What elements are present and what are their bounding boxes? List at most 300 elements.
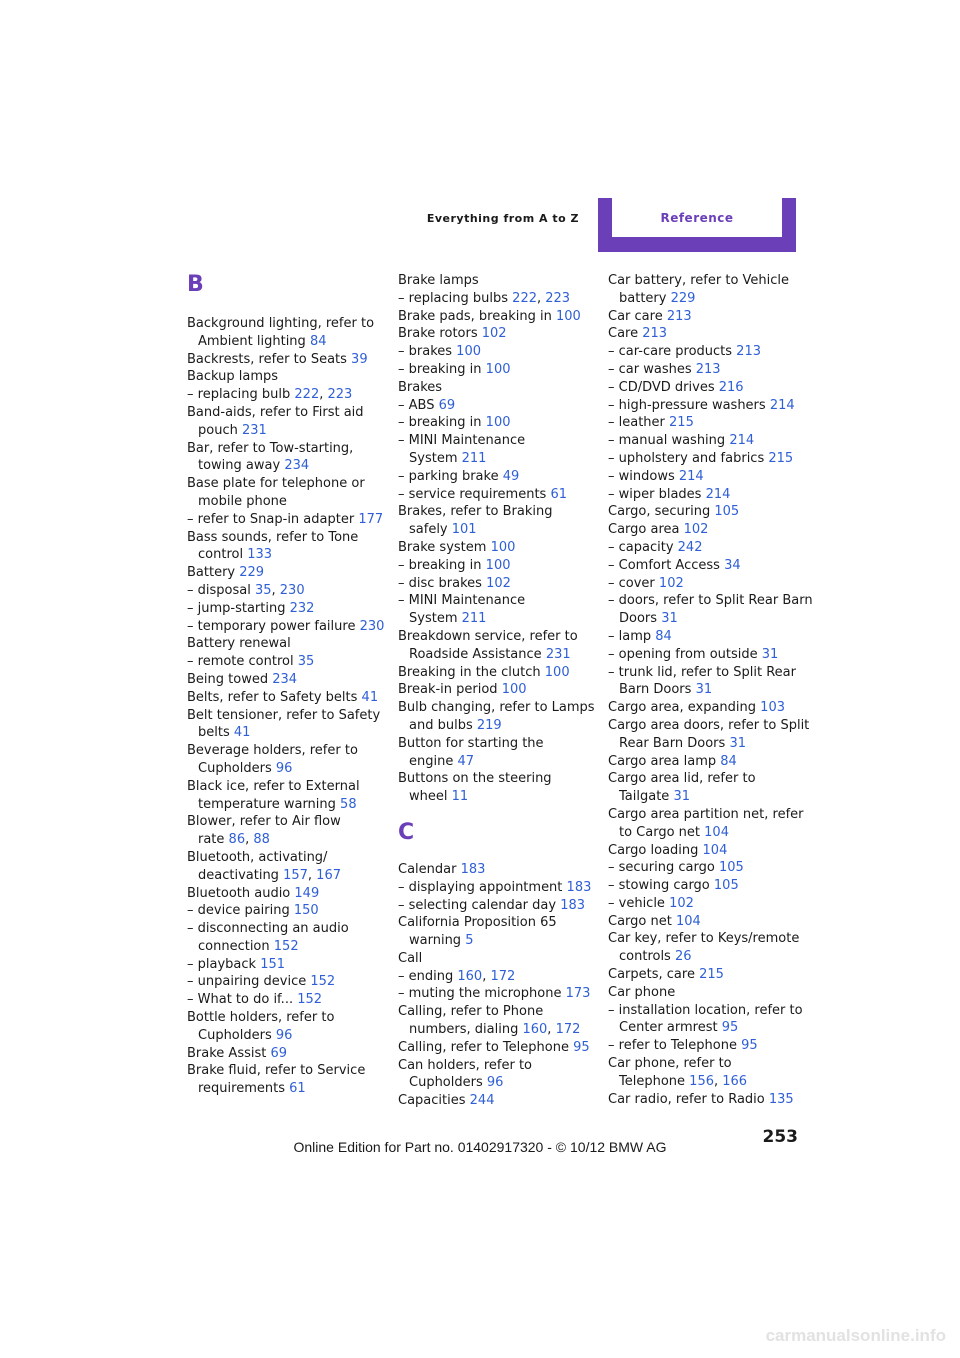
index-entry bbox=[608, 753, 804, 771]
index-entry-text: – refer to Telephone bbox=[608, 1038, 737, 1054]
index-entry-text: Car battery, refer to Vehicle bbox=[608, 273, 790, 288]
page-link[interactable]: 34 bbox=[724, 557, 741, 573]
index-entry-text: – capacity bbox=[608, 539, 674, 555]
page-link[interactable]: 216 bbox=[718, 379, 744, 395]
index-entry-text: Care bbox=[608, 326, 639, 342]
page-link[interactable]: 230 bbox=[359, 618, 385, 634]
page-link[interactable]: 96 bbox=[275, 1027, 293, 1043]
index-entry bbox=[398, 681, 594, 699]
index-entry bbox=[608, 325, 804, 343]
index-entry bbox=[187, 457, 383, 475]
index-entry bbox=[608, 859, 804, 877]
index-entry bbox=[608, 930, 804, 948]
index-entry-text: Brake system bbox=[398, 539, 487, 555]
index-entry-text: Car phone, refer to bbox=[608, 1056, 732, 1072]
index-entry bbox=[608, 788, 804, 806]
page-link[interactable]: 49 bbox=[502, 468, 520, 484]
page-link[interactable]: 100 bbox=[555, 308, 581, 324]
index-entry-text: – temporary power failure bbox=[187, 618, 356, 634]
index-entry-text: Black ice, refer to External bbox=[187, 778, 360, 794]
index-entry-text: – leather bbox=[608, 415, 665, 431]
index-entry-text: – selecting calendar day bbox=[398, 897, 557, 913]
index-entry-text: Cargo loading bbox=[608, 842, 699, 858]
index-entry-text: Break-in period bbox=[398, 682, 498, 698]
index-entry: – ending 160, 172 bbox=[398, 968, 516, 984]
index-entry-text: mobile phone bbox=[198, 493, 287, 509]
index-entry bbox=[398, 521, 594, 539]
index-entry-text: temperature warning bbox=[198, 796, 336, 812]
index-entry bbox=[608, 717, 810, 735]
index-entry bbox=[608, 664, 804, 682]
index-entry-text: Cargo area doors, refer to Split bbox=[608, 717, 810, 733]
index-entry-text: Brake rotors bbox=[398, 326, 478, 342]
page-link[interactable]: 234 bbox=[272, 671, 298, 687]
page-link[interactable]: 231 bbox=[241, 422, 267, 438]
index-entry bbox=[187, 956, 383, 974]
index-entry bbox=[608, 877, 804, 895]
page-link[interactable]: 100 bbox=[544, 664, 570, 680]
page-link[interactable]: 104 bbox=[702, 842, 728, 858]
index-entry bbox=[608, 557, 804, 575]
index-entry bbox=[608, 681, 804, 699]
index-entry-text: – CD/DVD drives bbox=[608, 379, 715, 395]
index-entry-text: – wiper blades bbox=[608, 486, 702, 502]
index-entry bbox=[187, 635, 383, 653]
index-entry-text: Cargo area partition net, refer bbox=[608, 806, 804, 822]
index-entry bbox=[608, 503, 804, 521]
index-entry bbox=[187, 600, 383, 618]
index-entry bbox=[187, 813, 383, 831]
page-link[interactable]: 105 bbox=[714, 504, 740, 520]
index-entry bbox=[398, 753, 594, 771]
page-link[interactable]: 100 bbox=[456, 344, 481, 360]
page-link[interactable]: 84 bbox=[309, 333, 327, 349]
index-entry-text: and bulbs bbox=[409, 717, 473, 733]
index-entry-text: – playback bbox=[187, 956, 257, 972]
page-link[interactable]: 86 bbox=[228, 832, 246, 848]
index-entry-text: – windows bbox=[608, 468, 675, 484]
index-entry-text: – manual washing bbox=[608, 433, 726, 449]
index-entry-text: Barn Doors bbox=[619, 682, 692, 698]
page-link[interactable]: 35 bbox=[254, 582, 272, 598]
index-entry-text: – parking brake bbox=[398, 468, 499, 484]
index-entry: – replacing bulbs 222, 223 bbox=[398, 290, 571, 306]
page-link[interactable]: 105 bbox=[713, 878, 739, 894]
index-entry bbox=[187, 529, 383, 547]
page-link[interactable]: 95 bbox=[741, 1038, 758, 1054]
page-link[interactable]: 47 bbox=[457, 753, 475, 769]
page-link[interactable]: 39 bbox=[351, 351, 368, 367]
page-link[interactable]: 31 bbox=[761, 646, 779, 662]
index-entry-text: controls bbox=[619, 949, 671, 965]
index-entry-text: Roadside Assistance bbox=[409, 646, 542, 662]
index-entry-text: Base plate for telephone or bbox=[187, 476, 365, 492]
index-entry bbox=[398, 646, 594, 664]
index-entry-text: – MINI Maintenance bbox=[398, 433, 526, 449]
index-entry bbox=[608, 984, 804, 1002]
index-entry-text: – ABS bbox=[398, 397, 435, 413]
page-link[interactable]: 96 bbox=[275, 760, 293, 776]
index-entry-text: Can holders, refer to bbox=[398, 1057, 533, 1073]
index-entry bbox=[187, 991, 383, 1009]
page-link[interactable]: 214 bbox=[729, 433, 755, 449]
index-entry-text: Car radio, refer to Radio bbox=[608, 1091, 765, 1107]
index-entry-text: Car key, refer to Keys/remote bbox=[608, 931, 800, 947]
index-entry bbox=[187, 920, 383, 938]
index-column-2 bbox=[398, 272, 594, 1110]
page-link[interactable]: 100 bbox=[485, 557, 511, 573]
index-entry-text: Bluetooth, activating/ bbox=[187, 849, 328, 865]
index-entry-text: Cargo, securing bbox=[608, 504, 711, 520]
index-entry bbox=[398, 486, 594, 504]
page-link[interactable]: 152 bbox=[310, 974, 336, 990]
index-entry bbox=[187, 315, 383, 333]
page-link[interactable]: 211 bbox=[461, 611, 487, 627]
page-link[interactable]: 31 bbox=[661, 611, 678, 627]
index-entry bbox=[187, 511, 383, 529]
index-entry-text: – vehicle bbox=[608, 895, 665, 911]
page-link[interactable]: 101 bbox=[451, 522, 477, 538]
page-link[interactable]: 102 bbox=[683, 522, 709, 538]
page-link[interactable]: 61 bbox=[550, 486, 568, 502]
index-entry-text: – replacing bulbs bbox=[398, 290, 509, 306]
index-entry-text: Brakes, refer to Braking bbox=[398, 504, 553, 520]
page-link[interactable]: 152 bbox=[297, 992, 323, 1008]
page-link[interactable]: 151 bbox=[260, 956, 286, 972]
page-link[interactable]: 213 bbox=[666, 308, 692, 324]
page-link[interactable]: 223 bbox=[545, 290, 571, 306]
index-entry bbox=[187, 475, 383, 493]
page-link[interactable]: 219 bbox=[476, 717, 502, 733]
page-link[interactable]: 105 bbox=[718, 860, 744, 876]
page-link[interactable]: 172 bbox=[490, 968, 516, 984]
page-link[interactable]: 88 bbox=[253, 832, 270, 848]
page-link[interactable]: 215 bbox=[669, 415, 694, 431]
index-entry bbox=[608, 770, 804, 788]
index-entry bbox=[187, 778, 383, 796]
page-link[interactable]: 166 bbox=[722, 1073, 748, 1089]
page-link[interactable]: 103 bbox=[760, 700, 785, 716]
index-entry bbox=[398, 699, 594, 717]
index-entry bbox=[398, 379, 594, 397]
index-entry-text: – brakes bbox=[398, 344, 453, 360]
index-entry bbox=[398, 610, 594, 628]
index-entry-text: Cargo area, expanding bbox=[608, 700, 757, 716]
index-entry bbox=[187, 351, 383, 369]
page-link[interactable]: 160 bbox=[457, 968, 483, 984]
index-entry: – replacing bulb 222, 223 bbox=[187, 387, 353, 403]
page-link[interactable]: 149 bbox=[294, 885, 320, 901]
footer-edition: Online Edition for Part no. 01402917320 - © 10/12 BMW AG bbox=[293, 1139, 667, 1155]
page-link[interactable]: 95 bbox=[573, 1039, 590, 1055]
index-entry-text: – car washes bbox=[608, 361, 692, 377]
page-link[interactable]: 213 bbox=[642, 326, 668, 342]
page-link[interactable]: 41 bbox=[361, 689, 379, 705]
page-link[interactable]: 11 bbox=[451, 789, 469, 805]
page-link[interactable]: 104 bbox=[675, 913, 701, 929]
page-link[interactable]: 229 bbox=[239, 565, 265, 581]
page-link[interactable]: 213 bbox=[695, 361, 721, 377]
index-entry bbox=[187, 760, 383, 778]
index-entry bbox=[398, 1057, 594, 1075]
page-link[interactable]: 150 bbox=[293, 903, 319, 919]
page-link[interactable]: 223 bbox=[327, 387, 353, 403]
index-entry-text: Cargo area lamp bbox=[608, 753, 717, 769]
index-entry bbox=[398, 950, 594, 968]
page-link[interactable]: 215 bbox=[768, 450, 794, 466]
index-entry bbox=[187, 1027, 383, 1045]
index-entry: deactivating 157, 167 bbox=[198, 867, 341, 883]
index-entry-text: – replacing bulb bbox=[187, 387, 291, 403]
index-entry bbox=[608, 1037, 804, 1055]
index-entry bbox=[398, 861, 594, 879]
index-entry bbox=[187, 493, 383, 511]
index-entry bbox=[608, 966, 804, 984]
page-link[interactable]: 84 bbox=[720, 753, 737, 769]
page-link[interactable]: 135 bbox=[768, 1091, 794, 1107]
page-link[interactable]: 102 bbox=[486, 575, 511, 591]
index-entry: Telephone 156, 166 bbox=[619, 1073, 748, 1089]
index-entry bbox=[608, 343, 804, 361]
page-link[interactable]: 214 bbox=[769, 397, 795, 413]
page-link[interactable]: 31 bbox=[729, 735, 746, 751]
index-entry bbox=[398, 664, 594, 682]
page-link[interactable]: 31 bbox=[695, 682, 713, 698]
index-entry bbox=[398, 628, 594, 646]
index-entry bbox=[608, 414, 804, 432]
page-link[interactable]: 104 bbox=[704, 824, 729, 840]
section-title: Everything from A to Z bbox=[426, 212, 579, 225]
index-entry bbox=[608, 824, 804, 842]
index-entry bbox=[608, 913, 804, 931]
index-entry bbox=[398, 575, 594, 593]
page-link[interactable]: 234 bbox=[284, 458, 310, 474]
page-link[interactable]: 232 bbox=[289, 600, 315, 616]
page-link[interactable]: 26 bbox=[674, 949, 692, 965]
index-entry bbox=[608, 699, 804, 717]
index-entry-text: Buttons on the steering bbox=[398, 771, 552, 787]
page-link[interactable]: 102 bbox=[658, 575, 684, 591]
index-entry bbox=[398, 788, 594, 806]
index-entry-text: battery bbox=[619, 290, 667, 306]
index-entry bbox=[398, 1003, 594, 1021]
index-entry-text: Capacities bbox=[398, 1093, 466, 1109]
index-entry-text: Car phone bbox=[608, 984, 676, 1000]
index-entry-text: belts bbox=[198, 725, 230, 741]
page-link[interactable]: 100 bbox=[485, 361, 511, 377]
index-entry-text: – cover bbox=[608, 575, 655, 591]
index-entry bbox=[187, 689, 383, 707]
index-entry bbox=[608, 468, 804, 486]
index-entry-text: – device pairing bbox=[187, 903, 290, 919]
index-entry-text: deactivating bbox=[198, 867, 279, 883]
page-link[interactable]: 102 bbox=[669, 895, 694, 911]
index-entry bbox=[608, 610, 804, 628]
index-entry: numbers, dialing 160, 172 bbox=[409, 1022, 581, 1038]
index-entry bbox=[608, 521, 804, 539]
page-link[interactable]: 69 bbox=[270, 1045, 288, 1061]
index-entry bbox=[187, 333, 383, 351]
index-entry bbox=[398, 503, 594, 521]
index-entry bbox=[608, 1019, 804, 1037]
page-link[interactable]: 96 bbox=[486, 1075, 504, 1091]
index-entry-text: towing away bbox=[198, 458, 281, 474]
index-entry bbox=[187, 902, 383, 920]
page-link[interactable]: 242 bbox=[677, 539, 703, 555]
index-entry-text: Call bbox=[398, 950, 423, 966]
index-entry-text: Brake Assist bbox=[187, 1045, 267, 1061]
index-entry bbox=[398, 539, 594, 557]
watermark: carmanualsonline.info bbox=[765, 1326, 946, 1345]
index-entry bbox=[398, 985, 594, 1003]
page-link[interactable]: 229 bbox=[670, 290, 696, 306]
index-entry bbox=[608, 1002, 804, 1020]
index-entry bbox=[187, 440, 383, 458]
page-number: 253 bbox=[762, 1127, 798, 1147]
index-entry bbox=[608, 735, 804, 753]
page-link[interactable]: 222 bbox=[294, 387, 320, 403]
index-entry-text: safely bbox=[409, 522, 448, 538]
page-link[interactable]: 152 bbox=[273, 938, 299, 954]
index-entry-text: California Proposition 65 bbox=[398, 915, 557, 931]
index-entry-text: Brake lamps bbox=[398, 273, 479, 288]
page-link[interactable]: 172 bbox=[555, 1022, 581, 1038]
index-entry-text: – remote control bbox=[187, 654, 294, 670]
page-link[interactable]: 230 bbox=[279, 582, 305, 598]
index-entry bbox=[608, 308, 804, 326]
page-link[interactable]: 95 bbox=[721, 1020, 739, 1036]
index-entry-text: Battery bbox=[187, 565, 236, 581]
page-link[interactable]: 69 bbox=[438, 397, 456, 413]
page-link[interactable]: 173 bbox=[565, 986, 591, 1002]
index-entry bbox=[608, 539, 804, 557]
index-entry bbox=[398, 272, 594, 290]
page-link[interactable]: 35 bbox=[297, 654, 315, 670]
index-entry-text: – breaking in bbox=[398, 361, 482, 377]
index-entry-text: Background lighting, refer to bbox=[187, 316, 375, 331]
index-entry-text: – Comfort Access bbox=[608, 557, 720, 573]
index-entry bbox=[187, 938, 383, 956]
page-link[interactable]: 58 bbox=[340, 796, 357, 812]
section-tab-label: Reference bbox=[612, 198, 782, 237]
index-entry-text: Ambient lighting bbox=[198, 333, 306, 349]
index-entry bbox=[608, 646, 804, 664]
page-link[interactable]: 231 bbox=[545, 646, 571, 662]
page-link[interactable]: 61 bbox=[289, 1081, 306, 1097]
page-link[interactable]: 100 bbox=[501, 682, 527, 698]
index-entry bbox=[187, 885, 383, 903]
index-entry-text: – refer to Snap-in adapter bbox=[187, 511, 355, 527]
page-link[interactable]: 157 bbox=[283, 867, 308, 883]
index-entry-text: Bottle holders, refer to bbox=[187, 1010, 335, 1026]
index-entry-text: – displaying appointment bbox=[398, 879, 563, 895]
page-link[interactable]: 102 bbox=[481, 326, 507, 342]
index-entry bbox=[398, 308, 594, 326]
index-entry bbox=[608, 806, 804, 824]
index-entry-text: Beverage holders, refer to bbox=[187, 743, 358, 759]
page-link[interactable]: 222 bbox=[512, 290, 537, 306]
index-entry bbox=[608, 450, 804, 468]
index-entry-text: – jump-starting bbox=[187, 600, 286, 616]
page-link[interactable]: 214 bbox=[705, 486, 731, 502]
page-link[interactable]: 211 bbox=[461, 450, 487, 466]
index-entry-text: – MINI Maintenance bbox=[398, 593, 526, 609]
index-entry bbox=[398, 879, 594, 897]
index-entry-text: Bass sounds, refer to Tone bbox=[187, 529, 359, 545]
page-link[interactable]: 31 bbox=[673, 789, 690, 805]
page-link[interactable]: 5 bbox=[465, 933, 474, 949]
index-entry-text: – stowing cargo bbox=[608, 878, 710, 894]
index-entry bbox=[187, 796, 383, 814]
index-entry-text: Bluetooth audio bbox=[187, 885, 291, 901]
page-link[interactable]: 215 bbox=[699, 967, 724, 983]
index-column-3 bbox=[608, 272, 813, 1108]
index-entry-text: numbers, dialing bbox=[409, 1022, 519, 1038]
index-entry-text: Calling, refer to Phone bbox=[398, 1004, 544, 1020]
index-entry bbox=[608, 842, 804, 860]
page-link[interactable]: 41 bbox=[233, 725, 251, 741]
page-link[interactable]: 183 bbox=[566, 879, 592, 895]
index-entry-text: Cupholders bbox=[409, 1075, 483, 1091]
page-link[interactable]: 167 bbox=[316, 867, 341, 883]
index-entry-text: engine bbox=[409, 753, 454, 769]
index-entry bbox=[398, 717, 594, 735]
page-link[interactable]: 133 bbox=[247, 547, 273, 563]
index-letter-heading: B bbox=[187, 272, 204, 297]
page-link[interactable]: 214 bbox=[678, 468, 704, 484]
index-entry: rate 86, 88 bbox=[198, 832, 270, 848]
index-entry bbox=[187, 618, 383, 636]
index-entry-text: Button for starting the bbox=[398, 735, 544, 751]
page-link[interactable]: 213 bbox=[736, 344, 761, 360]
index-entry bbox=[187, 546, 383, 564]
index-entry-text: Belt tensioner, refer to Safety bbox=[187, 707, 381, 723]
index-entry-text: – muting the microphone bbox=[398, 986, 562, 1002]
index-entry bbox=[398, 897, 594, 915]
page-link[interactable]: 160 bbox=[522, 1022, 548, 1038]
page-link[interactable]: 183 bbox=[560, 897, 586, 913]
page-link[interactable]: 156 bbox=[689, 1073, 714, 1089]
index-entry-text: Brake pads, breaking in bbox=[398, 308, 552, 324]
page-link[interactable]: 177 bbox=[358, 511, 384, 527]
page-link[interactable]: 244 bbox=[469, 1093, 495, 1109]
index-entry bbox=[398, 932, 594, 950]
page-link[interactable]: 84 bbox=[655, 628, 672, 644]
page-link[interactable]: 183 bbox=[460, 861, 486, 877]
index-entry bbox=[398, 735, 594, 753]
section-tab bbox=[598, 198, 796, 252]
index-entry bbox=[608, 290, 804, 308]
index-entry-text: – car-care products bbox=[608, 344, 733, 360]
index-entry-text: Tailgate bbox=[619, 789, 670, 805]
page-link[interactable]: 100 bbox=[485, 415, 511, 431]
index-entry bbox=[187, 1009, 383, 1027]
index-entry-text: System bbox=[409, 450, 458, 466]
index-entry bbox=[398, 557, 594, 575]
index-entry bbox=[398, 1092, 594, 1110]
index-entry bbox=[187, 1062, 383, 1080]
index-entry bbox=[608, 361, 804, 379]
page-link[interactable]: 100 bbox=[490, 539, 516, 555]
index-entry-text: – What to do if... bbox=[187, 992, 294, 1008]
index-entry-text: Brakes bbox=[398, 379, 443, 395]
index-entry-text: Band-aids, refer to First aid bbox=[187, 404, 364, 420]
index-entry-text: Breaking in the clutch bbox=[398, 664, 541, 680]
index-entry-text: to Cargo net bbox=[619, 824, 701, 840]
index-entry-text: rate bbox=[198, 832, 225, 848]
index-entry-text: Breakdown service, refer to bbox=[398, 628, 578, 644]
index-entry bbox=[608, 379, 804, 397]
